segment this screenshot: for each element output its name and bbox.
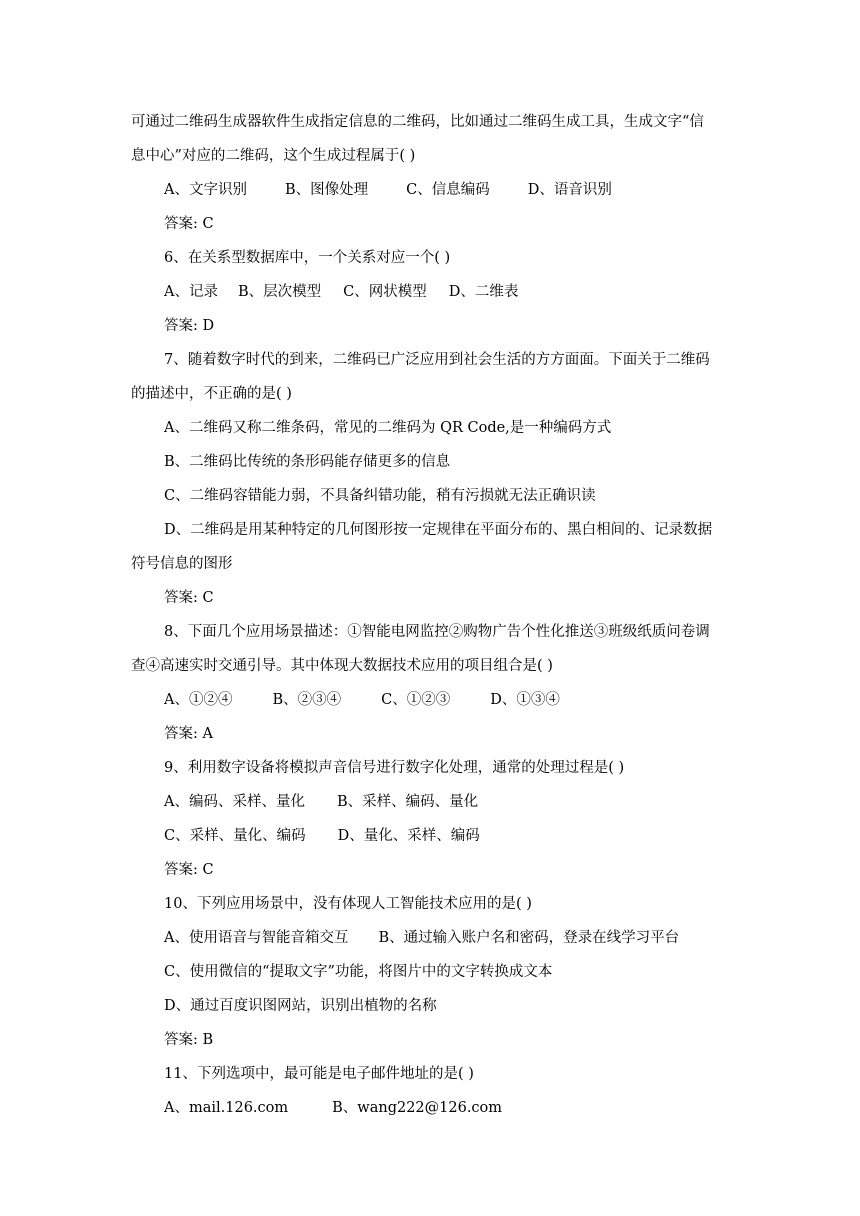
- q5-option-c: C、信息编码: [406, 182, 490, 198]
- q9-option-d: D、量化、采样、编码: [337, 828, 480, 844]
- q9-option-c: C、采样、量化、编码: [164, 828, 306, 844]
- q6-answer: 答案: D: [164, 318, 215, 334]
- q7-stem-line1: 7、随着数字时代的到来，二维码已广泛应用到社会生活的方方面面。下面关于二维码: [164, 352, 710, 368]
- q7-option-d-line2: 符号信息的图形: [131, 556, 233, 572]
- q5-option-b: B、图像处理: [284, 182, 369, 198]
- q5-stem-line1: 可通过二维码生成器软件生成指定信息的二维码，比如通过二维码生成工具，生成文字“信: [131, 114, 704, 130]
- q6-option-c: C、网状模型: [343, 284, 427, 300]
- q10-option-d: D、通过百度识图网站，识别出植物的名称: [164, 998, 437, 1014]
- q10-options-row1: [164, 928, 679, 948]
- q6-option-d: D、二维表: [448, 284, 519, 300]
- q9-answer: 答案: C: [164, 862, 214, 878]
- q9-options-row2: [164, 826, 480, 846]
- q5-answer: 答案: C: [164, 216, 214, 232]
- q11-stem: 11、下列选项中，最可能是电子邮件地址的是( ): [164, 1066, 474, 1082]
- q7-option-c: C、二维码容错能力弱，不具备纠错功能，稍有污损就无法正确识读: [164, 488, 596, 504]
- q8-options: [164, 690, 560, 710]
- q7-stem-line2: 的描述中，不正确的是( ): [131, 386, 292, 402]
- q11-option-b: B、wang222@126.com: [332, 1100, 503, 1116]
- q10-option-a: A、使用语音与智能音箱交互: [164, 930, 349, 946]
- q8-stem-line2: 查④高速实时交通引导。其中体现大数据技术应用的项目组合是( ): [131, 658, 553, 674]
- q6-option-a: A、记录: [164, 284, 218, 300]
- q8-option-b: B、②③④: [272, 692, 342, 708]
- q6-option-b: B、层次模型: [237, 284, 322, 300]
- q10-option-c: C、使用微信的“提取文字”功能，将图片中的文字转换成文本: [164, 964, 553, 980]
- q8-answer: 答案: A: [164, 726, 213, 742]
- q8-option-d: D、①③④: [490, 692, 560, 708]
- q8-option-a: A、①②④: [164, 692, 233, 708]
- q5-option-d: D、语音识别: [527, 182, 612, 198]
- q8-stem-line1: 8、下面几个应用场景描述：①智能电网监控②购物广告个性化推送③班级纸质问卷调: [164, 624, 710, 640]
- q6-options: [164, 282, 518, 302]
- q9-option-a: A、编码、采样、量化: [164, 794, 305, 810]
- q6-stem: 6、在关系型数据库中，一个关系对应一个( ): [164, 250, 451, 266]
- q10-stem: 10、下列应用场景中，没有体现人工智能技术应用的是( ): [164, 896, 532, 912]
- q7-option-d-line1: D、二维码是用某种特定的几何图形按一定规律在平面分布的、黑白相间的、记录数据: [164, 522, 713, 538]
- q7-option-b: B、二维码比传统的条形码能存储更多的信息: [164, 454, 451, 470]
- q10-option-b: B、通过输入账户名和密码，登录在线学习平台: [378, 930, 680, 946]
- q5-option-a: A、文字识别: [164, 182, 247, 198]
- q9-options-row1: [164, 792, 478, 812]
- q7-option-a: A、二维码又称二维条码，常见的二维码为 QR Code,是一种编码方式: [164, 420, 612, 436]
- q8-option-c: C、①②③: [381, 692, 451, 708]
- q7-answer: 答案: C: [164, 590, 214, 606]
- q11-options: [164, 1098, 502, 1118]
- q5-stem-line2: 息中心”对应的二维码，这个生成过程属于( ): [131, 148, 416, 164]
- q11-option-a: A、mail.126.com: [164, 1100, 289, 1116]
- q9-stem: 9、利用数字设备将模拟声音信号进行数字化处理，通常的处理过程是( ): [164, 760, 625, 776]
- q5-options: [164, 180, 612, 200]
- q10-answer: 答案: B: [164, 1032, 214, 1048]
- q9-option-b: B、采样、编码、量化: [336, 794, 479, 810]
